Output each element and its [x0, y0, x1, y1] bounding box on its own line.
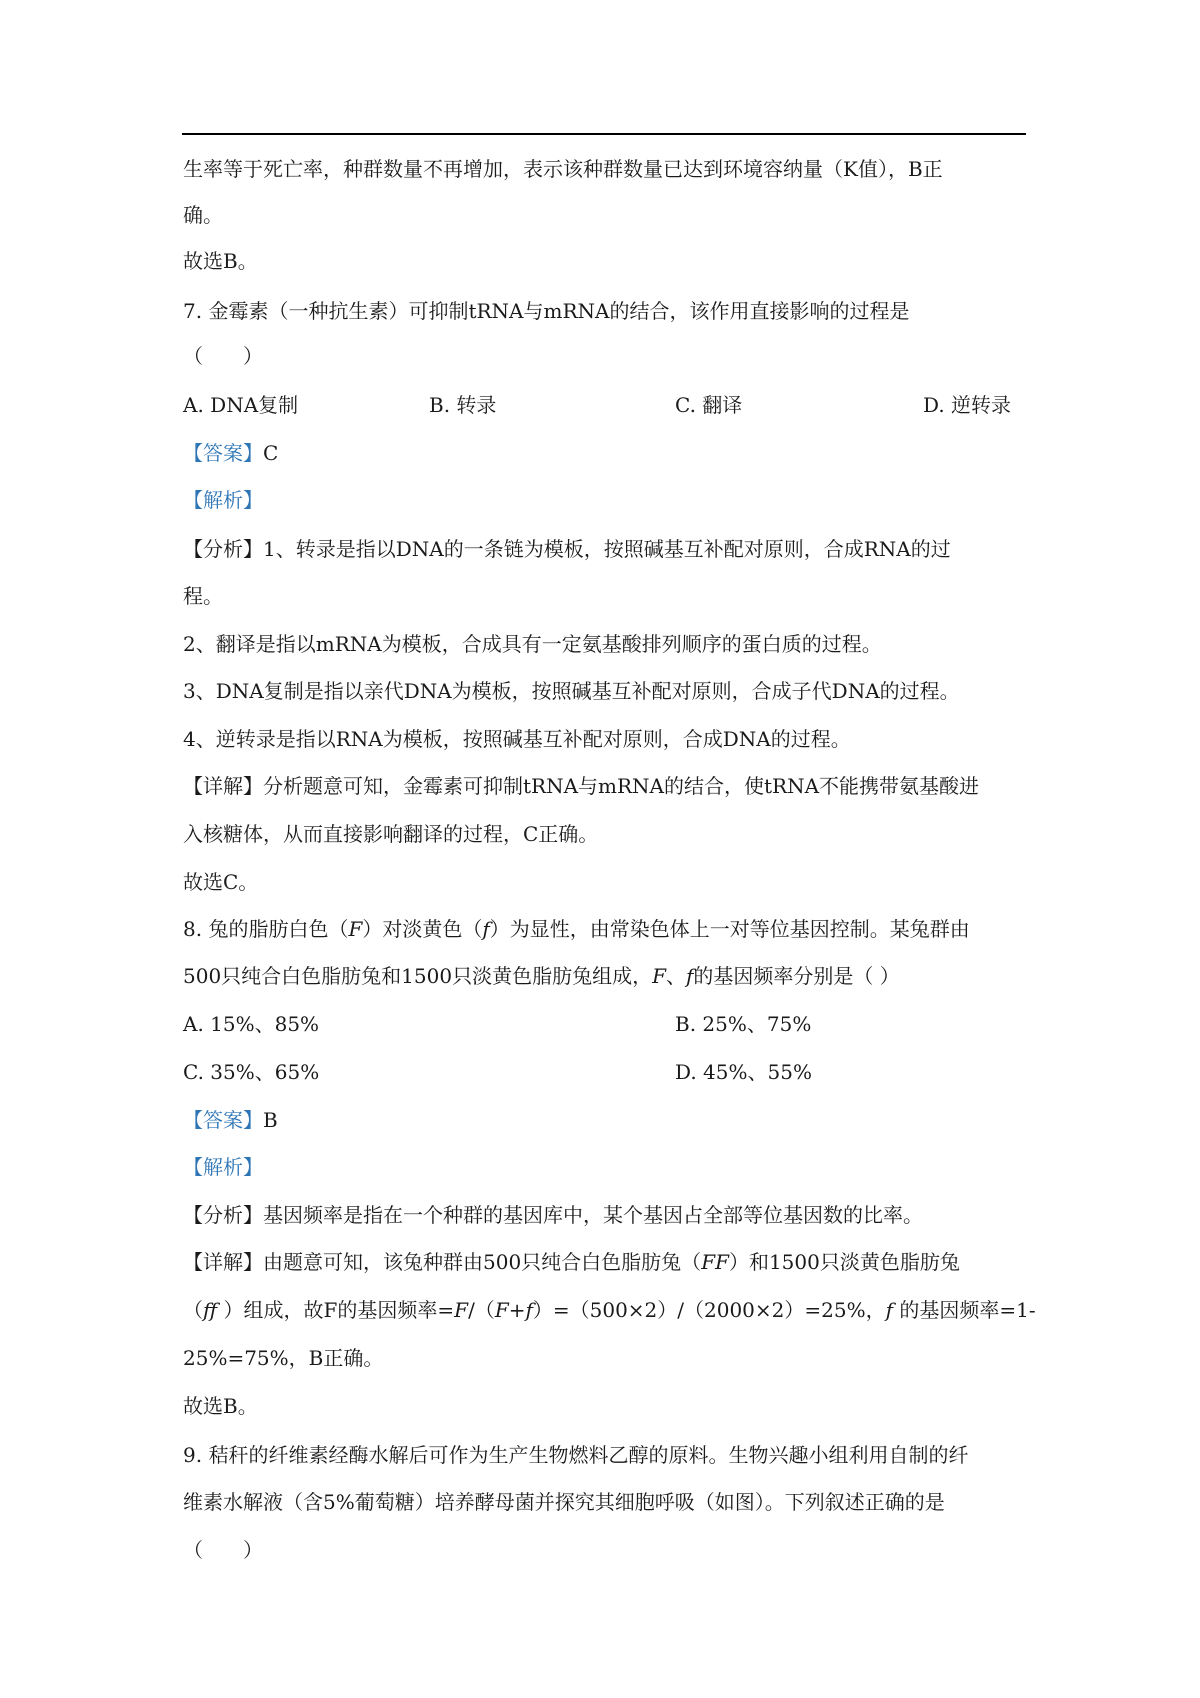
q8-detail2-d: ）=（500×2）/（2000×2）=25%， [532, 1298, 886, 1322]
q7-detail-line-1 [183, 772, 1033, 800]
q8-stem2-c: 的基因频率分别是（ ） [693, 964, 900, 988]
q8-stem2-f: f [685, 964, 694, 988]
q7-detail-line-2: 入核糖体，从而直接影响翻译的过程，C正确。 [183, 822, 599, 846]
q7-stem-line-2: （ ） [183, 344, 263, 368]
q8-detail2-F: F [454, 1298, 469, 1322]
q7-fenxi-line-3: 2、翻译是指以mRNA为模板，合成具有一定氨基酸排列顺序的蛋白质的过程。 [183, 632, 882, 656]
intro-choice: 故选B。 [183, 249, 258, 273]
q7-answer-value: C [263, 441, 279, 465]
q8-fenxi-tag: 【分析】 [183, 1203, 263, 1227]
q8-option-d: D. 45%、55% [675, 1060, 812, 1084]
q8-analysis-tag: 【解析】 [183, 1155, 263, 1179]
q7-option-d: D. 逆转录 [923, 393, 1012, 417]
q8-option-b: B. 25%、75% [675, 1012, 812, 1036]
q7-option-a: A. DNA复制 [183, 393, 299, 417]
q8-stem1-F: F [348, 917, 363, 941]
header-rule [182, 133, 1026, 135]
q7-stem-line-1: 7. 金霉素（一种抗生素）可抑制tRNA与mRNA的结合，该作用直接影响的过程是 [183, 299, 910, 323]
q7-analysis-tag: 【解析】 [183, 488, 263, 512]
q8-detail2-Fpf: F+f [494, 1298, 533, 1322]
q8-detail1-FF: FF [701, 1250, 729, 1274]
q7-detail-tag: 【详解】 [183, 774, 263, 798]
q7-option-b: B. 转录 [429, 393, 497, 417]
q8-option-a: A. 15%、85% [183, 1012, 320, 1036]
q8-stem1-a: 8. 兔的脂肪白色（ [183, 917, 349, 941]
q8-stem1-b: ）对淡黄色（ [362, 917, 483, 941]
q8-detail-line-3: 25%=75%，B正确。 [183, 1346, 384, 1370]
q8-detail1-a: 由题意可知，该兔种群由500只纯合白色脂肪兔（ [263, 1250, 702, 1274]
intro-line-1: 生率等于死亡率，种群数量不再增加，表示该种群数量已达到环境容纳量（K值），B正 [183, 157, 943, 181]
q7-fenxi-line-1 [183, 535, 1033, 563]
q9-stem-line-3: （ ） [183, 1538, 263, 1562]
q8-choice: 故选B。 [183, 1394, 258, 1418]
q8-stem2-b: 、 [665, 964, 686, 988]
q8-detail2-f: f [885, 1298, 894, 1322]
q7-option-c: C. 翻译 [675, 393, 743, 417]
q8-detail1-b: ）和1500只淡黄色脂肪兔 [728, 1250, 960, 1274]
intro-line-2: 确。 [183, 203, 223, 227]
q8-option-c: C. 35%、65% [183, 1060, 320, 1084]
q8-stem1-f: f [482, 917, 490, 941]
q8-detail-line-1 [183, 1248, 1033, 1276]
q8-answer-value: B [263, 1108, 278, 1132]
q8-detail-line-2 [183, 1296, 1036, 1324]
q9-stem-line-1: 9. 秸秆的纤维素经酶水解后可作为生产生物燃料乙醇的原料。生物兴趣小组利用自制的纤 [183, 1443, 969, 1467]
q8-detail2-e: 的基因频率=1- [893, 1298, 1036, 1322]
q8-answer-tag: 【答案】 [183, 1108, 263, 1132]
q7-choice: 故选C。 [183, 870, 259, 894]
q9-stem-line-2: 维素水解液（含5%葡萄糖）培养酵母菌并探究其细胞呼吸（如图）。下列叙述正确的是 [183, 1490, 945, 1514]
q8-stem-line-1 [183, 915, 1033, 943]
q8-detail-tag: 【详解】 [183, 1250, 263, 1274]
q8-detail2-a: （ [183, 1298, 203, 1322]
q8-fenxi-text: 基因频率是指在一个种群的基因库中，某个基因占全部等位基因数的比率。 [263, 1203, 923, 1227]
q7-fenxi-tag: 【分析】 [183, 537, 263, 561]
q7-fenxi-1a: 1、转录是指以DNA的一条链为模板，按照碱基互补配对原则，合成RNA的过 [263, 537, 951, 561]
q7-answer-tag: 【答案】 [183, 441, 263, 465]
q8-stem-line-2 [183, 962, 1033, 990]
q7-answer [183, 439, 1033, 467]
q8-stem2-F: F [652, 964, 666, 988]
q8-stem1-c: ）为显性，由常染色体上一对等位基因控制。某兔群由 [489, 917, 970, 941]
q7-fenxi-line-4: 3、DNA复制是指以亲代DNA为模板，按照碱基互补配对原则，合成子代DNA的过程。 [183, 679, 960, 703]
q8-fenxi-line [183, 1201, 1033, 1229]
q8-detail2-c: /（ [468, 1298, 495, 1322]
q8-stem2-a: 500只纯合白色脂肪兔和1500只淡黄色脂肪兔组成， [183, 964, 653, 988]
q8-detail2-ff: ff [203, 1298, 218, 1322]
q8-answer [183, 1106, 1033, 1134]
q7-fenxi-line-2: 程。 [183, 584, 223, 608]
q7-fenxi-line-5: 4、逆转录是指以RNA为模板，按照碱基互补配对原则，合成DNA的过程。 [183, 727, 851, 751]
q7-detail-1: 分析题意可知，金霉素可抑制tRNA与mRNA的结合，使tRNA不能携带氨基酸进 [263, 774, 980, 798]
q8-detail2-b: ）组成，故F的基因频率= [217, 1298, 455, 1322]
